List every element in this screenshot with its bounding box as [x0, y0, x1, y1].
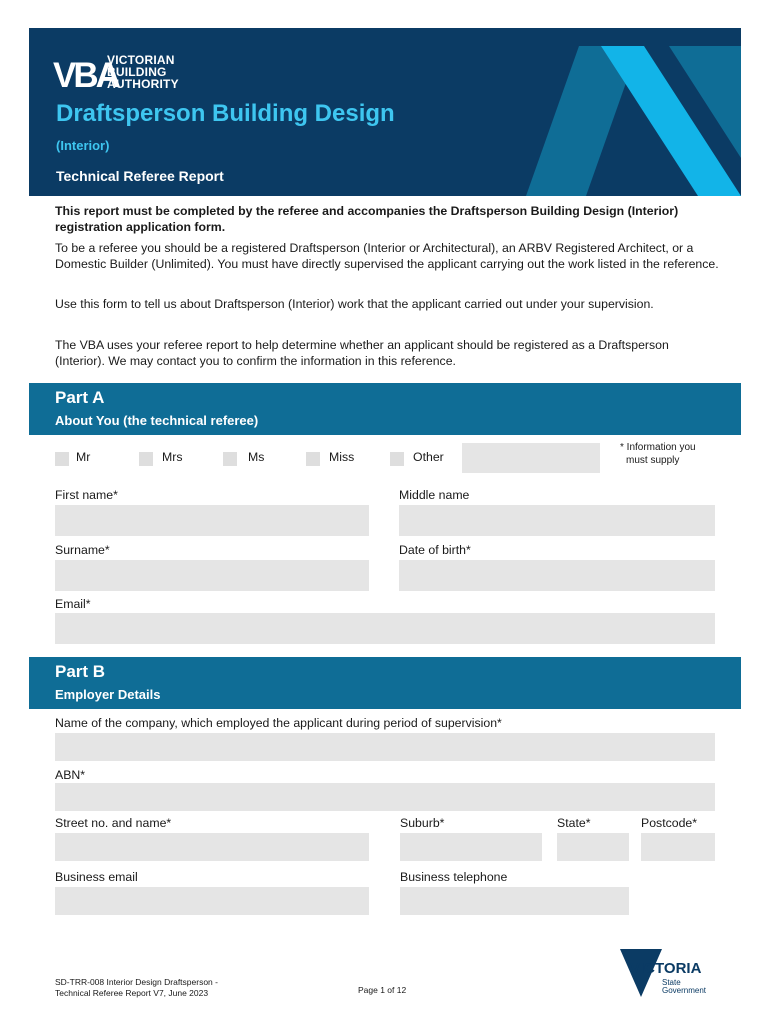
postcode-label: Postcode* [641, 816, 698, 830]
suburb-field[interactable] [400, 833, 542, 861]
street-field[interactable] [55, 833, 369, 861]
title-other-input[interactable] [462, 443, 600, 473]
part-b-subtitle: Employer Details [55, 687, 161, 702]
company-label: Name of the company, which employed the applicant during period of supervision* [55, 716, 502, 730]
victoria-logo-sub-1: State [662, 978, 681, 987]
part-a-subtitle: About You (the technical referee) [55, 413, 259, 428]
first-name-field[interactable] [55, 505, 369, 536]
header-banner [29, 28, 741, 196]
email-label: Email* [55, 597, 91, 611]
dob-label: Date of birth* [399, 543, 471, 557]
title-checkbox-other[interactable] [390, 452, 404, 466]
intro-paragraph-3: The VBA uses your referee report to help determine whether an applicant should be registered as a Draftsperson (Interior). We may contact you to confirm the information in this reference. [55, 338, 669, 368]
title-label-mrs: Mrs [162, 450, 183, 464]
victoria-logo-sub-2: Government [662, 986, 707, 995]
title-label-other: Other [413, 450, 444, 464]
vba-logo-mark-text: VBA [53, 56, 118, 95]
report-name: Technical Referee Report [56, 168, 224, 184]
intro-paragraph-1: To be a referee you should be a registered Draftsperson (Interior or Architectural), an ARBV Registered Architect, or a Domestic Builder (Unlimited). You must have directly supervised the applicant carrying out the work listed in the reference. [55, 241, 719, 271]
logo-line-2: BUILDING [107, 65, 167, 79]
postcode-field[interactable] [641, 833, 715, 861]
title-label-mr: Mr [76, 450, 91, 464]
doc-reference-line-2: Technical Referee Report V7, June 2023 [55, 988, 209, 998]
company-field[interactable] [55, 733, 715, 761]
business-phone-label: Business telephone [400, 870, 508, 884]
logo-line-3: AUTHORITY [107, 77, 179, 91]
vba-logo-mark [53, 54, 118, 97]
doc-reference-line-1: SD-TRR-008 Interior Design Draftsperson - [55, 977, 218, 987]
title-label-miss: Miss [329, 450, 355, 464]
email-field[interactable] [55, 613, 715, 644]
page-title: Draftsperson Building Design [56, 100, 395, 127]
title-checkbox-miss[interactable] [306, 452, 320, 466]
logo-line-1: VICTORIAN [107, 53, 175, 67]
intro-bold: This report must be completed by the referee and accompanies the Draftsperson Building Design (Interior) registration application form. [55, 204, 679, 234]
part-a-title: Part A [55, 388, 105, 407]
business-email-field[interactable] [55, 887, 369, 915]
required-note-line-2: must supply [626, 455, 680, 466]
surname-field[interactable] [55, 560, 369, 591]
title-checkbox-mrs[interactable] [139, 452, 153, 466]
page-number: Page 1 of 12 [358, 985, 407, 995]
part-b-title: Part B [55, 662, 106, 681]
page-subtitle: (Interior) [56, 138, 110, 153]
title-checkbox-ms[interactable] [223, 452, 237, 466]
victoria-state-government-logo [620, 945, 720, 1006]
business-phone-field[interactable] [400, 887, 629, 915]
victoria-logo-text: VICTORIA [630, 960, 702, 977]
middle-name-label: Middle name [399, 488, 470, 502]
dob-field[interactable] [399, 560, 715, 591]
street-label: Street no. and name* [55, 816, 172, 830]
title-label-ms: Ms [248, 450, 265, 464]
business-email-label: Business email [55, 870, 138, 884]
required-note-line-1: * Information you [620, 442, 696, 453]
suburb-label: Suburb* [400, 816, 445, 830]
title-checkbox-mr[interactable] [55, 452, 69, 466]
abn-field[interactable] [55, 783, 715, 811]
abn-label: ABN* [55, 768, 86, 782]
state-field[interactable] [557, 833, 629, 861]
vba-logo-text [107, 54, 179, 90]
part-a-header [29, 383, 741, 435]
first-name-label: First name* [55, 488, 118, 502]
intro-paragraph-2: Use this form to tell us about Draftsperson (Interior) work that the applicant carried out under your supervision. [55, 297, 654, 311]
part-b-header [29, 657, 741, 709]
middle-name-field[interactable] [399, 505, 715, 536]
state-label: State* [557, 816, 591, 830]
required-note [620, 441, 696, 467]
surname-label: Surname* [55, 543, 110, 557]
doc-reference [55, 977, 218, 999]
